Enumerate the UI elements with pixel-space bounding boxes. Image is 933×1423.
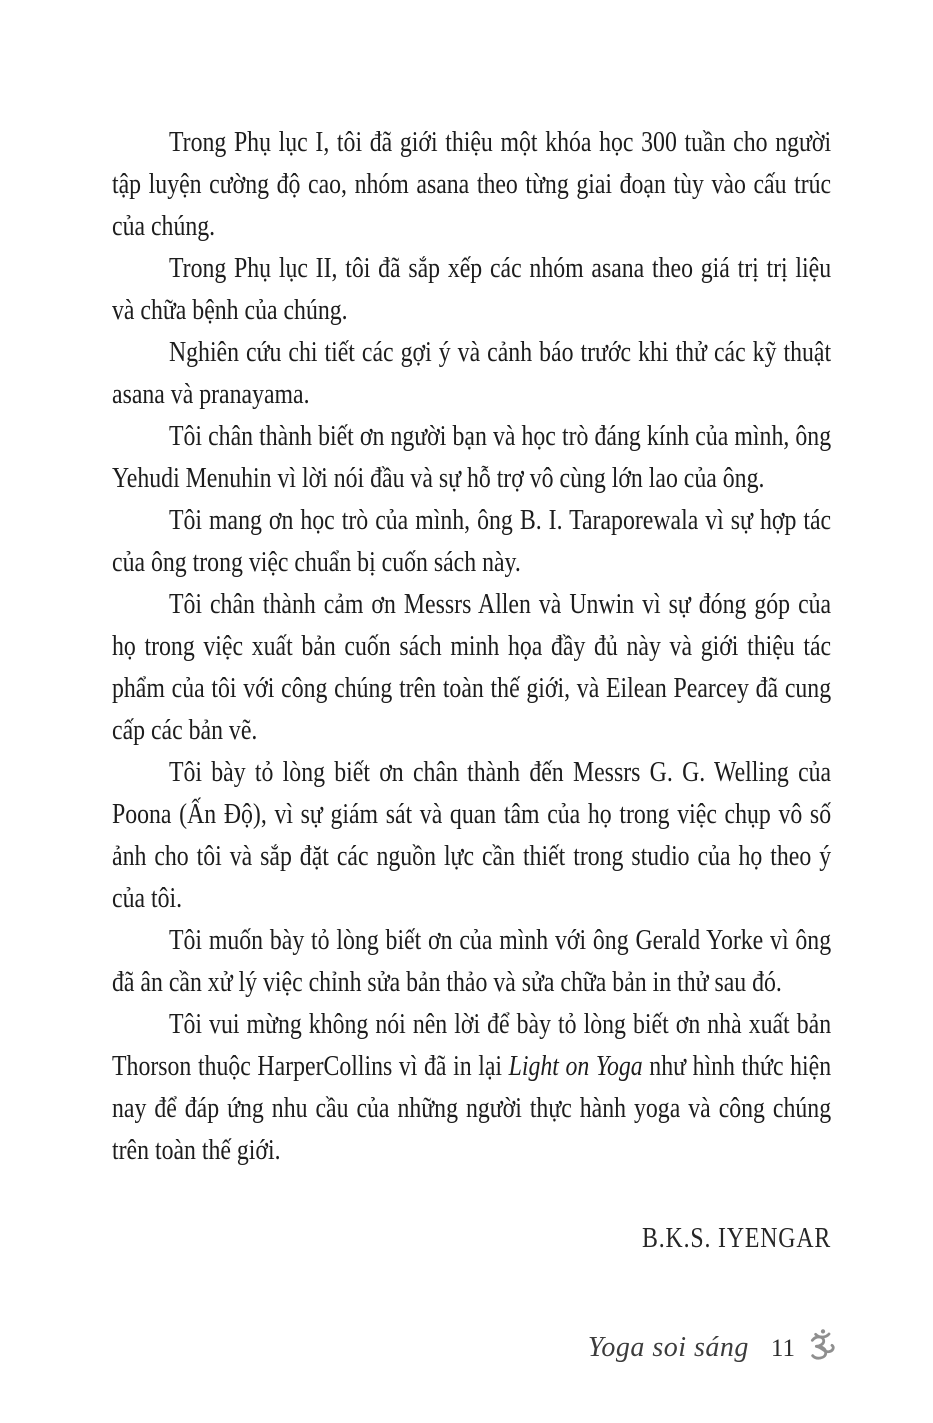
page-body-text <box>112 122 831 1260</box>
author-signature: B.K.S. IYENGAR <box>642 1223 832 1254</box>
paragraph-text: Tôi vui mừng không nói nên lời để bày tỏ lòng biết ơn nhà xuất bản Thorson thuộc HarperCollins vì đã in lại <box>112 1009 832 1082</box>
om-icon <box>804 1329 838 1361</box>
footer-book-title: Yoga soi sáng <box>587 1332 749 1363</box>
paragraph: Tôi mang ơn học trò của mình, ông B. I. Taraporewala vì sự hợp tác của ông trong việc chuẩn bị cuốn sách này. <box>112 505 832 578</box>
paragraph: Tôi muốn bày tỏ lòng biết ơn của mình với ông Gerald Yorke vì ông đã ân cần xử lý việc chỉnh sửa bản thảo và sửa chữa bản in thử sau đó. <box>112 925 832 998</box>
paragraph-text: như hình thức hiện nay để đáp ứng nhu cầu của những người thực hành yoga và công chúng trên toàn thế giới. <box>112 1051 832 1166</box>
page-number: 11 <box>770 1335 795 1362</box>
book-title-italic: Light on Yoga <box>508 1051 643 1082</box>
paragraph: Tôi chân thành cảm ơn Messrs Allen và Unwin vì sự đóng góp của họ trong việc xuất bản cuốn sách minh họa đầy đủ này và giới thiệu tác phẩm của tôi với công chúng trên toàn thế giới, và Eilean Pearcey đã cung cấp các bản vẽ. <box>112 589 832 746</box>
paragraph: Nghiên cứu chi tiết các gợi ý và cảnh báo trước khi thử các kỹ thuật asana và pranayama. <box>112 337 832 410</box>
paragraph: Tôi bày tỏ lòng biết ơn chân thành đến Messrs G. G. Welling của Poona (Ấn Độ), vì sự giám sát và quan tâm của họ trong việc chụp vô số ảnh cho tôi và sắp đặt các nguồn lực cần thiết trong studio của họ theo ý của tôi. <box>112 757 832 914</box>
paragraph: Trong Phụ lục I, tôi đã giới thiệu một khóa học 300 tuần cho người tập luyện cường độ cao, nhóm asana theo từng giai đoạn tùy vào cấu trúc của chúng. <box>112 127 832 242</box>
page-footer <box>588 1324 838 1364</box>
paragraph <box>112 1004 831 1172</box>
paragraph: Tôi chân thành biết ơn người bạn và học trò đáng kính của mình, ông Yehudi Menuhin vì lời nói đầu và sự hỗ trợ vô cùng lớn lao của ông. <box>112 421 832 494</box>
paragraph: Trong Phụ lục II, tôi đã sắp xếp các nhóm asana theo giá trị trị liệu và chữa bệnh của chúng. <box>112 253 832 326</box>
